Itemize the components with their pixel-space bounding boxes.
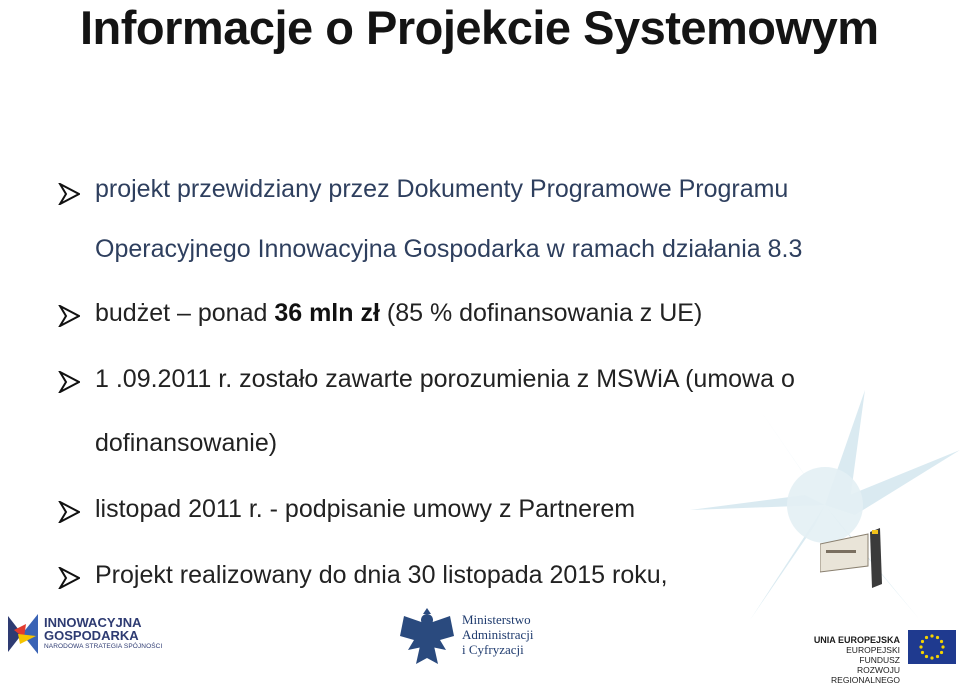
budget-prefix: budżet – ponad — [95, 299, 275, 327]
footer-logos — [0, 598, 960, 685]
tower-logo-icon — [820, 528, 890, 588]
ig-logo-text — [44, 616, 162, 652]
ig-logo-line2: GOSPODARKA — [44, 628, 139, 643]
bullet-text: listopad 2011 r. - podpisanie umowy z Partnerem — [95, 495, 636, 523]
eu-star-icon — [930, 656, 933, 659]
bullet-text: projekt przewidziany przez Dokumenty Programowe Programu — [95, 175, 789, 203]
ig-logo-line1: INNOWACYJNA — [44, 615, 142, 630]
ig-logo — [6, 610, 176, 665]
mswia-logo-line3: i Cyfryzacji — [462, 642, 524, 657]
bullet-text: Projekt realizowany do dnia 30 listopada 2015 roku, — [95, 561, 668, 589]
bullet-list — [58, 163, 918, 603]
arrow-bullet-icon — [58, 371, 80, 393]
arrow-bullet-icon — [58, 305, 80, 327]
list-item — [58, 351, 918, 471]
eu-logo — [808, 630, 958, 685]
list-item — [58, 163, 918, 275]
ig-logo-line3: NARODOWA STRATEGIA SPÓJNOŚCI — [44, 643, 163, 650]
list-item — [58, 285, 918, 341]
bullet-text-continued: dofinansowanie) — [95, 429, 278, 457]
mswia-logo-line1: Ministerstwo — [462, 612, 531, 627]
eu-star-icon — [925, 655, 928, 658]
slide-title: Informacje o Projekcie Systemowym — [80, 1, 879, 54]
eu-logo-line3: ROZWOJU REGIONALNEGO — [831, 665, 900, 685]
mswia-logo-text — [462, 612, 534, 657]
budget-suffix: (85 % dofinansowania z UE) — [379, 299, 703, 327]
eu-star-icon — [921, 640, 924, 643]
eu-star-icon — [940, 651, 943, 654]
eu-logo-line1: UNIA EUROPEJSKA — [813, 635, 900, 645]
list-item — [58, 547, 918, 603]
eu-star-icon — [921, 651, 924, 654]
arrow-bullet-icon — [58, 183, 80, 205]
list-item — [58, 481, 918, 537]
bullet-text-continued: Operacyjnego Innowacyjna Gospodarka w ramach działania 8.3 — [95, 235, 803, 263]
eu-star-icon — [919, 645, 922, 648]
eu-star-icon — [930, 634, 933, 637]
mswia-logo-line2: Administracji — [462, 627, 534, 642]
ig-emblem-icon — [6, 610, 40, 660]
arrow-bullet-icon — [58, 567, 80, 589]
eu-star-icon — [936, 655, 939, 658]
bullet-text: 1 .09.2011 r. zostało zawarte porozumienia z MSWiA (umowa o — [95, 365, 795, 393]
eu-star-icon — [941, 645, 944, 648]
budget-amount: 36 mln zł — [274, 299, 380, 327]
eu-star-icon — [936, 636, 939, 639]
eu-flag-icon — [908, 630, 956, 664]
eu-star-icon — [925, 636, 928, 639]
eu-logo-line2: EUROPEJSKI FUNDUSZ — [846, 645, 900, 665]
mswia-logo — [398, 606, 568, 672]
bullet-text — [95, 285, 918, 341]
eu-star-icon — [940, 640, 943, 643]
eagle-emblem-icon — [398, 606, 456, 668]
arrow-bullet-icon — [58, 501, 80, 523]
eu-logo-text — [808, 635, 900, 685]
